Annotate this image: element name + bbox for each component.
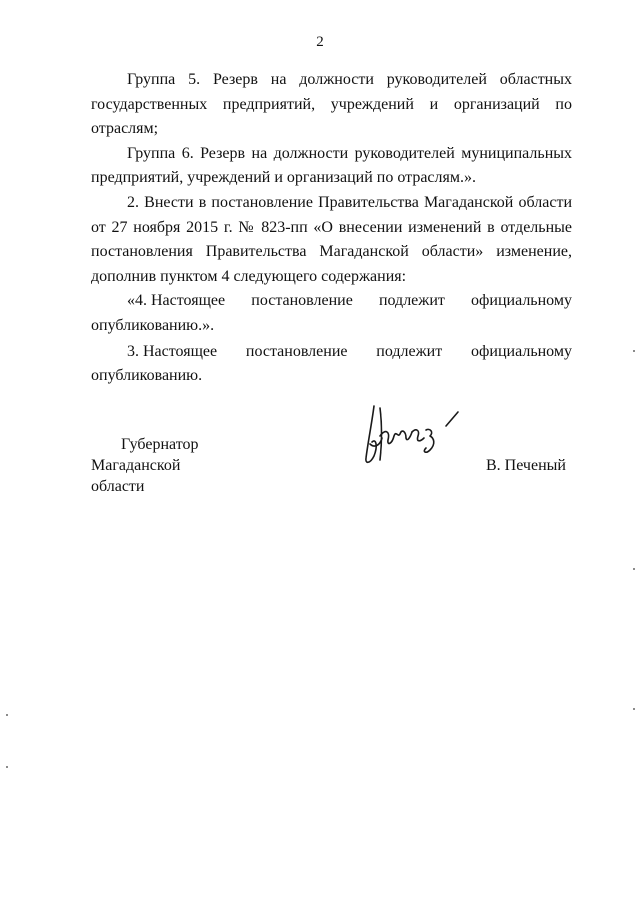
document-body bbox=[91, 68, 572, 390]
scan-artifact bbox=[633, 350, 635, 352]
clause-3-word: 3. Настоящее bbox=[127, 342, 218, 360]
scan-artifact bbox=[6, 766, 8, 768]
clause-4-word: «4. Настоящее bbox=[127, 292, 226, 310]
signatory-title-line-1: Губернатор bbox=[121, 436, 199, 453]
clause-4-word: подлежит bbox=[378, 292, 445, 310]
paragraph-group-5: Группа 5. Резерв на должности руководителей областных государственных предприятий, учреждений и организаций по отраслям; bbox=[91, 71, 572, 138]
clause-3-word: подлежит bbox=[376, 342, 443, 360]
clause-3-word: официальному bbox=[471, 342, 572, 360]
paragraph-group-6: Группа 6. Резерв на должности руководителей муниципальных предприятий, учреждений и организаций по отраслям.». bbox=[91, 144, 572, 187]
scan-artifact bbox=[6, 714, 8, 716]
signatory-name: В. Печеный bbox=[486, 457, 566, 474]
clause-3-continuation: опубликованию. bbox=[91, 367, 203, 385]
clause-3-first-line bbox=[127, 340, 572, 365]
clause-4-first-line bbox=[127, 289, 572, 314]
clause-4-word: постановление bbox=[251, 292, 353, 310]
clause-3-word: постановление bbox=[245, 342, 348, 360]
page-number: 2 bbox=[316, 34, 324, 50]
scan-artifact bbox=[633, 568, 635, 570]
handwritten-signature bbox=[360, 398, 470, 470]
signatory-title bbox=[91, 434, 231, 497]
scan-artifact bbox=[633, 708, 635, 710]
clause-4-continuation: опубликованию.». bbox=[91, 316, 215, 334]
clause-4-word: официальному bbox=[471, 292, 572, 310]
paragraph-item-2: 2. Внести в постановление Правительства Магаданской области от 27 ноября 2015 г. № 823-пп «О внесении изменений в отдельные постановления Правительства Магаданской области» изменение, дополнив пунктом 4 следующего содержания: bbox=[91, 193, 572, 285]
signatory-title-line-2: Магаданской области bbox=[91, 457, 181, 495]
